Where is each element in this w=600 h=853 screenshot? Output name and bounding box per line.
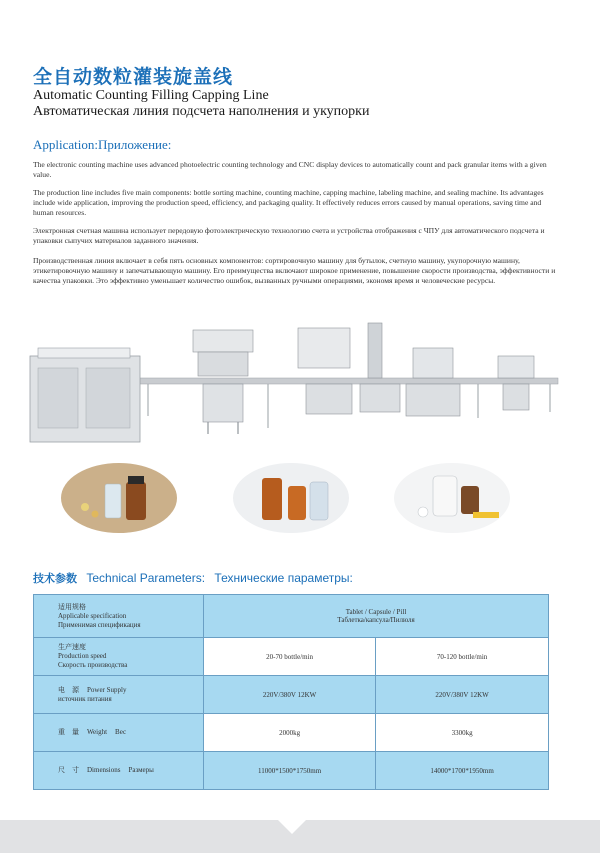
label-en: Production speed: [58, 652, 107, 660]
label-cn: 电 源: [58, 685, 79, 694]
application-paragraph-1: The electronic counting machine uses advanced photoelectric counting technology and CNC display devices to automatically count and pack granular items with a given value.: [33, 160, 547, 179]
row-value-b: 3300kg: [376, 714, 549, 752]
title-english: Automatic Counting Filling Capping Line: [33, 88, 269, 103]
value-en: Tablet / Capsule / Pill: [345, 608, 407, 616]
label-cn: 适用规格: [58, 602, 86, 611]
capsules-bottles-photo: [60, 462, 178, 534]
label-en: Weight: [87, 728, 108, 736]
label-inline: [58, 766, 162, 774]
row-value-a: 220V/380V 12KW: [204, 676, 376, 714]
technical-parameters-table: [33, 594, 549, 790]
table-row: [34, 676, 549, 714]
row-value: [204, 595, 549, 638]
row-label: [34, 676, 204, 714]
label-cn: 生产速度: [58, 643, 86, 651]
production-line-image: [28, 318, 564, 450]
label-en: Power Supply: [87, 685, 127, 694]
table-row: [34, 595, 549, 638]
application-paragraph-4: Производственная линия включает в себя пять основных компонентов: сортировочную машину для бутылок, счетную машину, укупорочную машину, этикетировочную машину и запечатывающую машину. Его преимущества включают широкое применение, повышение скорости производства, эффективности и качества упаковки. Это эффективно уменьшает количество ошибок, вызванных ручными операциями, экономя время и человеческие ресурсы.: [33, 256, 556, 285]
application-paragraph-2: The production line includes five main components: bottle sorting machine, counting machine, capping machine, labeling machine, and sealing machine. Its advantages include wide application, improving the production speed, efficiency, and packaging quality. It effectively reduces errors caused by manual operations, saving time and human resources.: [33, 188, 544, 217]
row-value-b: 70-120 bottle/min: [376, 638, 549, 676]
application-paragraph-3: Электронная счетная машина использует передовую фотоэлектрическую технологию счета и устройства отображения с ЧПУ для автоматического подсчета и упаковки сыпучих материалов заданного значения.: [33, 226, 545, 245]
row-value-b: 220V/380V 12KW: [376, 676, 549, 714]
label-ru: Вес: [115, 728, 127, 736]
row-value-b: 14000*1700*1950mm: [376, 752, 549, 790]
label-inline: [58, 728, 134, 736]
row-value-a: 2000kg: [204, 714, 376, 752]
row-label: [34, 638, 204, 676]
table-row: [34, 638, 549, 676]
row-label: [34, 714, 204, 752]
title-chinese: 全自动数粒灌装旋盖线: [33, 66, 234, 88]
amber-bottles-photo: [232, 462, 350, 534]
footer-notch-decoration: [278, 820, 306, 834]
label-ru: Скорость производства: [58, 661, 128, 669]
label-inline: [58, 686, 134, 694]
row-label: [34, 595, 204, 638]
tech-heading-en: Technical Parameters:: [86, 571, 206, 585]
label-cn: 重 量: [58, 728, 79, 736]
label-en: Applicable specification: [58, 611, 127, 620]
technical-parameters-heading: [33, 570, 359, 586]
row-value-a: 11000*1500*1750mm: [204, 752, 376, 790]
label-en: Dimensions: [87, 766, 121, 774]
label-cn: 尺 寸: [58, 766, 79, 774]
value-ru: Таблетка/капсула/Пилюля: [337, 616, 415, 624]
tech-heading-cn: 技术参数: [33, 572, 77, 585]
row-value-a: 20-70 bottle/min: [204, 638, 376, 676]
row-label: [34, 752, 204, 790]
label-ru: Применимая спецификация: [58, 620, 141, 629]
table-row: [34, 752, 549, 790]
label-ru: источник питания: [58, 694, 112, 703]
application-heading: Application:Приложение:: [33, 137, 172, 152]
label-ru: Размеры: [128, 766, 154, 774]
title-russian: Автоматическая линия подсчета наполнения и укупорки: [33, 104, 370, 119]
tech-heading-ru: Технические параметры:: [214, 571, 353, 585]
white-bottles-photo: [393, 462, 511, 534]
table-row: [34, 714, 549, 752]
